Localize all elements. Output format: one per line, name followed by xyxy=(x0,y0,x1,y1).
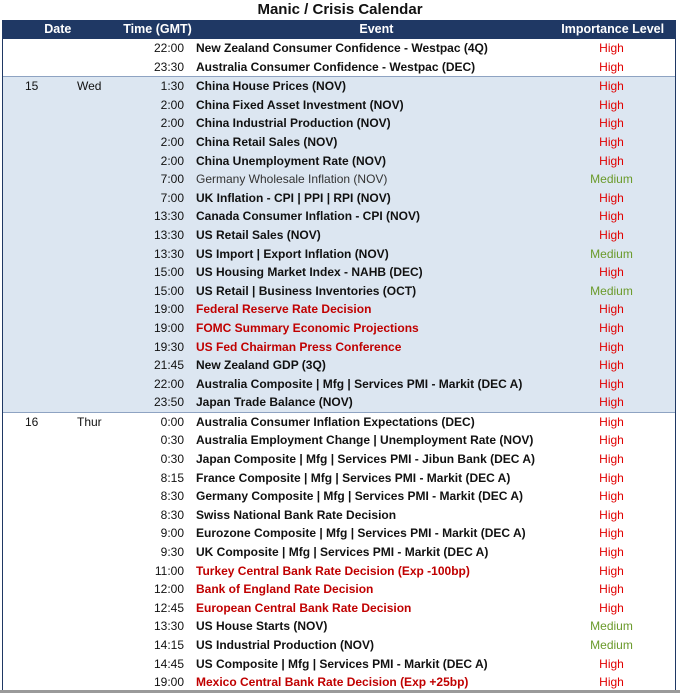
cell-importance: Medium xyxy=(590,246,633,261)
table-row xyxy=(3,77,675,96)
cell-day xyxy=(73,133,133,152)
table-row xyxy=(3,469,675,488)
table-row xyxy=(3,673,675,692)
cell-date xyxy=(3,226,73,245)
cell-importance: High xyxy=(599,452,624,467)
cell-time: 8:30 xyxy=(160,489,184,504)
cell-event: UK Composite | Mfg | Services PMI - Markit (DEC A) xyxy=(196,545,489,560)
cell-day: Thur xyxy=(77,414,102,429)
cell-date xyxy=(3,356,73,375)
cell-time: 2:00 xyxy=(160,116,184,131)
table-row xyxy=(3,282,675,301)
cell-day xyxy=(73,152,133,171)
cell-event: France Composite | Mfg | Services PMI - Markit (DEC A) xyxy=(196,470,511,485)
cell-event: Japan Trade Balance (NOV) xyxy=(196,395,353,410)
cell-event: Swiss National Bank Rate Decision xyxy=(196,507,397,522)
cell-event: China Fixed Asset Investment (NOV) xyxy=(196,97,404,112)
cell-day: Wed xyxy=(77,79,102,94)
cell-time: 13:30 xyxy=(153,209,184,224)
cell-date xyxy=(3,393,73,412)
cell-time: 7:00 xyxy=(160,190,184,205)
cell-event: US Housing Market Index - NAHB (DEC) xyxy=(196,265,423,280)
cell-day xyxy=(73,450,133,469)
table-row xyxy=(3,96,675,115)
cell-event: Mexico Central Bank Rate Decision (Exp +25bp) xyxy=(196,675,469,690)
cell-time: 21:45 xyxy=(153,358,184,373)
cell-day xyxy=(73,580,133,599)
cell-day xyxy=(73,617,133,636)
cell-date xyxy=(3,506,73,525)
table-row xyxy=(3,562,675,581)
cell-event: China Retail Sales (NOV) xyxy=(196,134,338,149)
cell-date xyxy=(3,152,73,171)
cell-event: European Central Bank Rate Decision xyxy=(196,600,412,615)
cell-date xyxy=(3,39,73,58)
cell-day xyxy=(73,96,133,115)
cell-day xyxy=(73,524,133,543)
table-row xyxy=(3,245,675,264)
cell-day xyxy=(73,189,133,208)
cell-importance: High xyxy=(599,339,624,354)
cell-time: 7:00 xyxy=(160,172,184,187)
cell-day xyxy=(73,506,133,525)
cell-day xyxy=(73,393,133,412)
table-row xyxy=(3,226,675,245)
cell-time: 0:30 xyxy=(160,452,184,467)
cell-importance: High xyxy=(599,545,624,560)
cell-importance: High xyxy=(599,153,624,168)
table-row xyxy=(3,655,675,674)
cell-event: US House Starts (NOV) xyxy=(196,619,328,634)
cell-day xyxy=(73,170,133,189)
cell-importance: High xyxy=(599,79,624,94)
cell-event: Japan Composite | Mfg | Services PMI - Jibun Bank (DEC A) xyxy=(196,452,535,467)
table-row xyxy=(3,356,675,375)
cell-importance: Medium xyxy=(590,172,633,187)
table-row xyxy=(3,133,675,152)
cell-date xyxy=(3,282,73,301)
table-row xyxy=(3,431,675,450)
table-row xyxy=(3,543,675,562)
cell-time: 13:30 xyxy=(153,246,184,261)
cell-importance: High xyxy=(599,134,624,149)
cell-event: China Unemployment Rate (NOV) xyxy=(196,153,387,168)
cell-importance: High xyxy=(599,470,624,485)
cell-time: 2:00 xyxy=(160,153,184,168)
cell-date xyxy=(3,599,73,618)
cell-date xyxy=(3,636,73,655)
cell-day xyxy=(73,655,133,674)
table-row xyxy=(3,506,675,525)
cell-importance: High xyxy=(599,227,624,242)
cell-importance: High xyxy=(599,656,624,671)
cell-date xyxy=(3,580,73,599)
cell-day xyxy=(73,300,133,319)
cell-date xyxy=(3,673,73,692)
table-header xyxy=(3,20,675,39)
cell-importance: High xyxy=(599,675,624,690)
cell-importance: High xyxy=(599,526,624,541)
cell-time: 19:00 xyxy=(153,302,184,317)
cell-importance: High xyxy=(599,507,624,522)
date-group xyxy=(3,77,675,413)
cell-importance: High xyxy=(599,320,624,335)
cell-date xyxy=(3,655,73,674)
cell-day xyxy=(73,599,133,618)
cell-importance: High xyxy=(599,489,624,504)
cell-date xyxy=(3,189,73,208)
cell-importance: Medium xyxy=(590,283,633,298)
cell-time: 23:30 xyxy=(153,59,184,74)
cell-day xyxy=(73,487,133,506)
cell-importance: High xyxy=(599,376,624,391)
table-row xyxy=(3,580,675,599)
cell-event: China Industrial Production (NOV) xyxy=(196,116,391,131)
calendar-table xyxy=(2,20,676,693)
cell-event: Australia Consumer Inflation Expectations (DEC) xyxy=(196,414,475,429)
cell-importance: High xyxy=(599,414,624,429)
cell-event: Germany Wholesale Inflation (NOV) xyxy=(196,172,388,187)
cell-time: 0:30 xyxy=(160,433,184,448)
cell-event: Canada Consumer Inflation - CPI (NOV) xyxy=(196,209,421,224)
cell-date xyxy=(3,96,73,115)
cell-date xyxy=(3,617,73,636)
header-time: Time (GMT) xyxy=(123,22,192,36)
cell-date xyxy=(3,263,73,282)
cell-event: US Retail Sales (NOV) xyxy=(196,227,321,242)
table-row xyxy=(3,338,675,357)
cell-day xyxy=(73,114,133,133)
cell-day xyxy=(73,282,133,301)
cell-event: Germany Composite | Mfg | Services PMI - Markit (DEC A) xyxy=(196,489,524,504)
cell-event: Turkey Central Bank Rate Decision (Exp -100bp) xyxy=(196,563,470,578)
cell-date xyxy=(3,170,73,189)
cell-event: US Industrial Production (NOV) xyxy=(196,638,375,652)
table-body xyxy=(3,39,675,692)
table-row xyxy=(3,189,675,208)
cell-day xyxy=(73,58,133,77)
cell-time: 9:30 xyxy=(160,545,184,560)
cell-time: 19:00 xyxy=(153,675,184,690)
cell-date xyxy=(3,245,73,264)
cell-date xyxy=(3,338,73,357)
cell-event: China House Prices (NOV) xyxy=(196,79,347,94)
table-row xyxy=(3,263,675,282)
cell-importance: High xyxy=(599,265,624,280)
cell-date xyxy=(3,114,73,133)
cell-day xyxy=(73,356,133,375)
table-row xyxy=(3,599,675,618)
cell-event: New Zealand Consumer Confidence - Westpac (4Q) xyxy=(196,41,488,55)
table-row xyxy=(3,524,675,543)
cell-day xyxy=(73,469,133,488)
cell-day xyxy=(73,39,133,58)
cell-importance: High xyxy=(599,582,624,597)
cell-time: 11:00 xyxy=(154,563,184,578)
table-row xyxy=(3,152,675,171)
cell-time: 2:00 xyxy=(160,134,184,149)
cell-event: UK Inflation - CPI | PPI | RPI (NOV) xyxy=(196,190,391,205)
cell-time: 12:00 xyxy=(153,582,184,597)
cell-date xyxy=(3,469,73,488)
table-row xyxy=(3,170,675,189)
cell-event: US Import | Export Inflation (NOV) xyxy=(196,246,389,261)
cell-time: 23:50 xyxy=(153,395,184,410)
cell-event: Australia Composite | Mfg | Services PMI - Markit (DEC A) xyxy=(196,376,523,391)
cell-date xyxy=(3,300,73,319)
cell-date xyxy=(3,450,73,469)
cell-event: US Retail | Business Inventories (OCT) xyxy=(196,283,417,298)
cell-importance: Medium xyxy=(590,619,633,634)
cell-time: 15:00 xyxy=(153,283,184,298)
cell-day xyxy=(73,562,133,581)
cell-time: 22:00 xyxy=(153,41,184,55)
cell-time: 14:15 xyxy=(153,638,184,652)
header-importance: Importance Level xyxy=(561,22,665,36)
cell-time: 12:45 xyxy=(153,600,184,615)
cell-event: Federal Reserve Rate Decision xyxy=(196,302,372,317)
cell-event: Bank of England Rate Decision xyxy=(196,582,374,597)
cell-importance: High xyxy=(599,302,624,317)
cell-day xyxy=(73,375,133,394)
cell-time: 19:00 xyxy=(153,320,184,335)
cell-time: 8:15 xyxy=(160,470,184,485)
cell-date xyxy=(3,319,73,338)
cell-day xyxy=(73,673,133,692)
table-row xyxy=(3,413,675,432)
cell-importance: Medium xyxy=(590,638,633,652)
table-row xyxy=(3,636,675,655)
cell-time: 8:30 xyxy=(160,507,184,522)
date-group xyxy=(3,39,675,77)
cell-date: 15 xyxy=(25,79,39,94)
cell-day xyxy=(73,226,133,245)
cell-importance: High xyxy=(599,563,624,578)
cell-day xyxy=(73,431,133,450)
cell-date xyxy=(3,487,73,506)
cell-event: FOMC Summary Economic Projections xyxy=(196,320,419,335)
cell-time: 22:00 xyxy=(153,376,184,391)
table-row xyxy=(3,114,675,133)
table-row xyxy=(3,39,675,58)
cell-importance: High xyxy=(599,97,624,112)
cell-date xyxy=(3,375,73,394)
cell-time: 19:30 xyxy=(153,339,184,354)
header-date: Date xyxy=(44,22,72,36)
cell-importance: High xyxy=(599,209,624,224)
cell-time: 15:00 xyxy=(153,265,184,280)
cell-day xyxy=(73,338,133,357)
cell-day xyxy=(73,245,133,264)
table-row xyxy=(3,450,675,469)
header-event: Event xyxy=(359,22,394,36)
cell-importance: High xyxy=(599,59,624,74)
cell-event: Australia Employment Change | Unemployment Rate (NOV) xyxy=(196,433,534,448)
cell-date xyxy=(3,207,73,226)
cell-event: Australia Consumer Confidence - Westpac (DEC) xyxy=(196,59,476,74)
cell-importance: High xyxy=(599,433,624,448)
table-row xyxy=(3,375,675,394)
cell-importance: High xyxy=(599,41,624,55)
table-row xyxy=(3,319,675,338)
cell-event: US Composite | Mfg | Services PMI - Markit (DEC A) xyxy=(196,656,488,671)
cell-time: 0:00 xyxy=(160,414,184,429)
cell-time: 13:30 xyxy=(153,619,184,634)
cell-day xyxy=(73,543,133,562)
cell-day xyxy=(73,207,133,226)
cell-time: 9:00 xyxy=(160,526,184,541)
table-row xyxy=(3,58,675,77)
cell-date xyxy=(3,562,73,581)
cell-time: 2:00 xyxy=(160,97,184,112)
cell-event: New Zealand GDP (3Q) xyxy=(196,358,326,373)
cell-event: US Fed Chairman Press Conference xyxy=(196,339,402,354)
cell-date xyxy=(3,524,73,543)
cell-time: 1:30 xyxy=(160,79,184,94)
cell-day xyxy=(73,636,133,655)
cell-day xyxy=(73,319,133,338)
cell-importance: High xyxy=(599,116,624,131)
cell-date xyxy=(3,58,73,77)
cell-day xyxy=(73,263,133,282)
cell-date xyxy=(3,431,73,450)
cell-time: 14:45 xyxy=(153,656,184,671)
cell-date xyxy=(3,133,73,152)
calendar-title: Manic / Crisis Calendar xyxy=(257,1,423,18)
cell-importance: High xyxy=(599,600,624,615)
table-row xyxy=(3,487,675,506)
date-group xyxy=(3,413,675,692)
table-row xyxy=(3,207,675,226)
cell-event: Eurozone Composite | Mfg | Services PMI - Markit (DEC A) xyxy=(196,526,526,541)
cell-date: 16 xyxy=(25,414,39,429)
cell-importance: High xyxy=(599,358,624,373)
table-row xyxy=(3,393,675,412)
table-row xyxy=(3,300,675,319)
cell-importance: High xyxy=(599,190,624,205)
cell-importance: High xyxy=(599,395,624,410)
table-row xyxy=(3,617,675,636)
cell-time: 13:30 xyxy=(153,227,184,242)
cell-date xyxy=(3,543,73,562)
